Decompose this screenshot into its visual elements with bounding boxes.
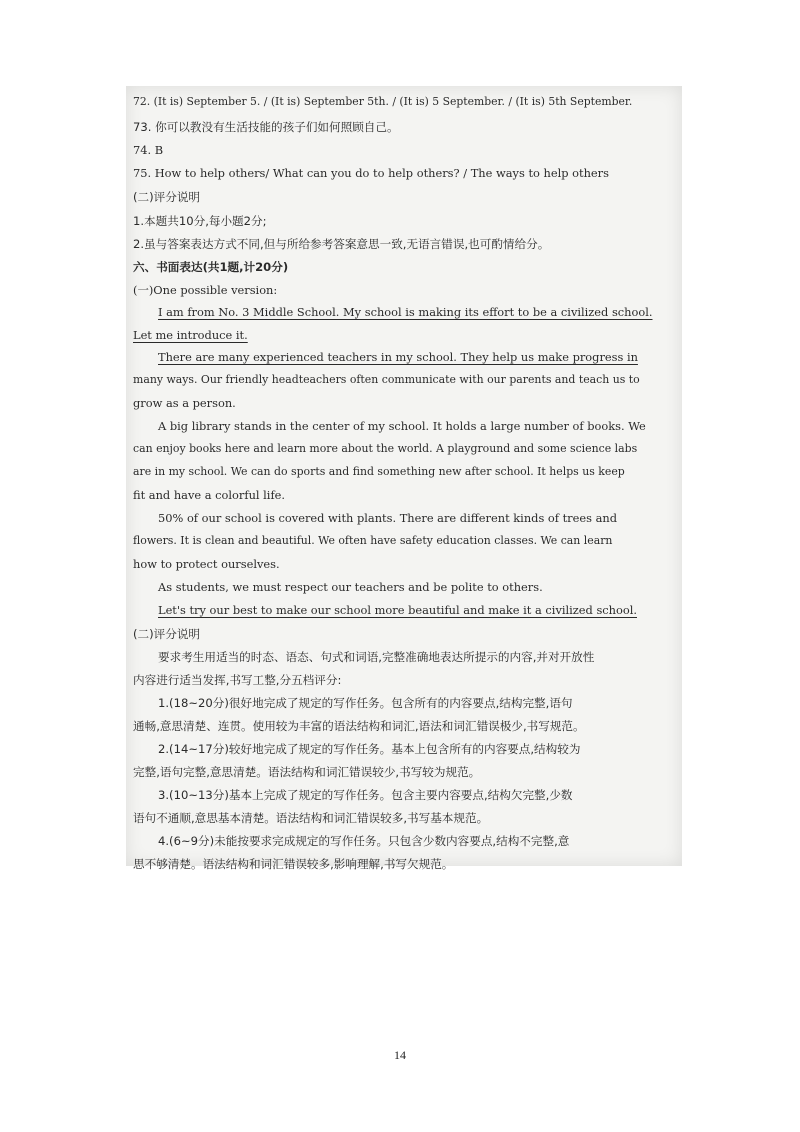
answer-75: 75. How to help others/ What can you do to help others? / The ways to help others bbox=[133, 166, 609, 180]
essay-line: As students, we must respect our teachers and be polite to others. bbox=[158, 580, 543, 594]
essay-line: many ways. Our friendly headteachers often communicate with our parents and teach us to bbox=[133, 373, 640, 386]
section-heading: 六、书面表达(共1题,计20分) bbox=[133, 260, 289, 274]
essay-line: 50% of our school is covered with plants. There are different kinds of trees and bbox=[158, 511, 617, 525]
essay-line: Let me introduce it. bbox=[133, 328, 248, 342]
answer-74: 74. B bbox=[133, 143, 164, 157]
grading-criteria-line: 3.(10~13分)基本上完成了规定的写作任务。包含主要内容要点,结构欠完整,少数 bbox=[158, 788, 573, 802]
grading-criteria-line: 2.(14~17分)较好地完成了规定的写作任务。基本上包含所有的内容要点,结构较为 bbox=[158, 742, 581, 756]
essay-line: are in my school. We can do sports and find something new after school. It helps us keep bbox=[133, 465, 625, 478]
essay-line: grow as a person. bbox=[133, 396, 236, 410]
grading-criteria-line: 内容进行适当发挥,书写工整,分五档评分: bbox=[133, 673, 342, 687]
grading-rule-1: 1.本题共10分,每小题2分; bbox=[133, 214, 267, 228]
page-number: 14 bbox=[394, 1048, 406, 1062]
grading-rule-2: 2.虽与答案表达方式不同,但与所给参考答案意思一致,无语言错误,也可酌情给分。 bbox=[133, 237, 550, 251]
grading-criteria-line: 通畅,意思清楚、连贯。使用较为丰富的语法结构和词汇,语法和词汇错误极少,书写规范。 bbox=[133, 719, 585, 733]
essay-line: flowers. It is clean and beautiful. We often have safety education classes. We can learn bbox=[133, 534, 613, 547]
grading-notes-title: (二)评分说明 bbox=[133, 627, 201, 641]
grading-criteria-line: 语句不通顺,意思基本清楚。语法结构和词汇错误较多,书写基本规范。 bbox=[133, 811, 489, 825]
grading-notes-title: (二)评分说明 bbox=[133, 190, 201, 204]
grading-criteria-line: 要求考生用适当的时态、语态、句式和词语,完整准确地表达所提示的内容,并对开放性 bbox=[158, 650, 595, 664]
essay-line: There are many experienced teachers in my school. They help us make progress in bbox=[158, 350, 638, 364]
answer-72: 72. (It is) September 5. / (It is) September 5th. / (It is) 5 September. / (It is) 5th September. bbox=[133, 95, 633, 108]
essay-line: I am from No. 3 Middle School. My school is making its effort to be a civilized school. bbox=[158, 305, 653, 319]
essay-line: how to protect ourselves. bbox=[133, 557, 280, 571]
essay-line: Let's try our best to make our school more beautiful and make it a civilized school. bbox=[158, 603, 637, 617]
essay-line: A big library stands in the center of my school. It holds a large number of books. We bbox=[158, 419, 646, 433]
grading-criteria-line: 1.(18~20分)很好地完成了规定的写作任务。包含所有的内容要点,结构完整,语句 bbox=[158, 696, 573, 710]
grading-criteria-line: 完整,语句完整,意思清楚。语法结构和词汇错误较少,书写较为规范。 bbox=[133, 765, 481, 779]
grading-criteria-line: 思不够清楚。语法结构和词汇错误较多,影响理解,书写欠规范。 bbox=[133, 857, 454, 871]
essay-line: fit and have a colorful life. bbox=[133, 488, 286, 502]
answer-73: 73. 你可以教没有生活技能的孩子们如何照顾自己。 bbox=[133, 120, 399, 134]
grading-criteria-line: 4.(6~9分)未能按要求完成规定的写作任务。只包含少数内容要点,结构不完整,意 bbox=[158, 834, 570, 848]
essay-line: can enjoy books here and learn more about the world. A playground and some science labs bbox=[133, 442, 638, 455]
version-label: (一)One possible version: bbox=[133, 283, 278, 297]
